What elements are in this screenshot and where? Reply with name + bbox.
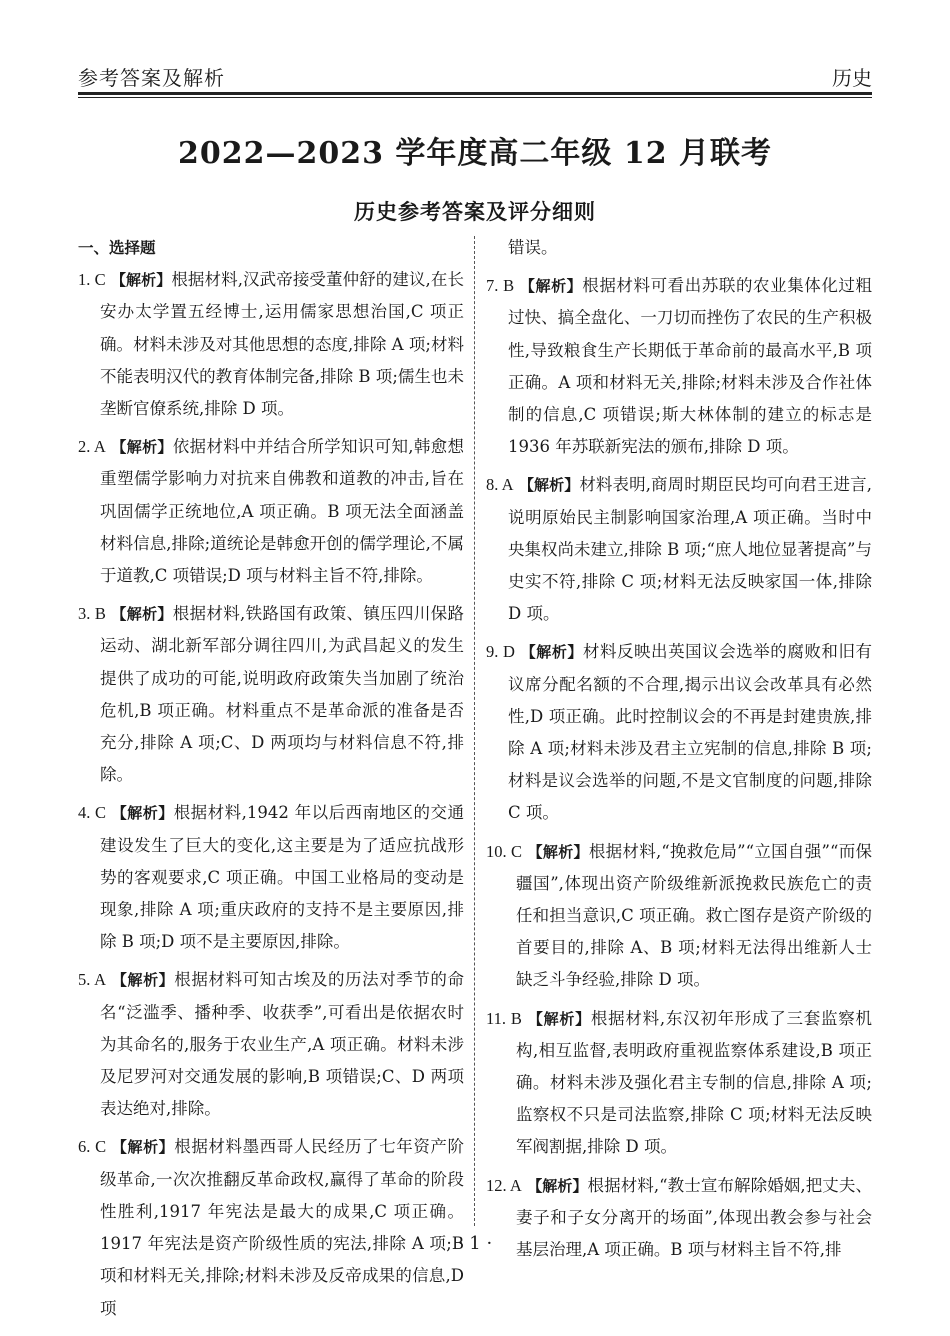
answer-number: 7. B [486, 276, 515, 296]
answer-number: 11. B [486, 1008, 522, 1028]
answer-number: 9. D [486, 642, 515, 662]
answer-item-7 [486, 270, 872, 463]
answer-item-9 [486, 636, 872, 829]
answer-item-10 [486, 836, 872, 997]
answer-item-2 [78, 431, 464, 592]
section-title: 一、选择题 [78, 239, 156, 257]
answer-text: 根据材料,汉武帝接受董仲舒的建议,在长安办太学置五经博士,运用儒家思想治国,C 项正确。材料未涉及对其他思想的态度,排除 A 项;材料不能表明汉代的教育体制完备,排除 B 项;儒生也未垄断官僚系统,排除 D 项。 [100, 270, 464, 419]
analysis-tag: 【解析】 [527, 1009, 591, 1028]
answer-number: 5. A [78, 970, 107, 990]
header-subject: 历史 [832, 66, 872, 90]
answer-number: 6. C [78, 1137, 107, 1157]
answer-number: 12. A [486, 1175, 522, 1195]
answer-item-3 [78, 598, 464, 791]
analysis-tag: 【解析】 [518, 476, 580, 495]
answer-item-4 [78, 797, 464, 958]
analysis-tag: 【解析】 [111, 438, 173, 457]
analysis-tag: 【解析】 [527, 1176, 588, 1195]
answer-text: 根据材料,铁路国有政策、镇压四川保路运动、湖北新军部分调往四川,为武昌起义的发生提供了成功的可能,说明政府政策失当加剧了统治危机,B 项正确。材料重点不是革命派的准备是否充分,排除 A 项;C、D 两项均与材料信息不符,排除。 [100, 604, 464, 785]
answer-text: 材料表明,商周时期臣民均可向君王进言,说明原始民主制影响国家治理,A 项正确。当时中央集权尚未建立,排除 B 项;“庶人地位显著提高”与史实不符,排除 C 项;材料无法反映家国一体,排除 D 项。 [508, 475, 872, 624]
page-subtitle: 历史参考答案及评分细则 [354, 199, 596, 224]
answer-number: 3. B [78, 604, 106, 624]
answer-number: 4. C [78, 803, 106, 823]
answer-text: 依据材料中并结合所学知识可知,韩愈想重塑儒学影响力对抗来自佛教和道教的冲击,旨在巩固儒学正统地位,A 项正确。B 项无法全面涵盖材料信息,排除;道统论是韩愈开创的儒学理论,不属于道教,C 项错误;D 项与材料主旨不符,排除。 [100, 437, 464, 586]
analysis-tag: 【解析】 [111, 971, 175, 990]
answer-text: 根据材料,1942 年以后西南地区的交通建设发生了巨大的变化,这主要是为了适应抗战形势的客观要求,C 项正确。中国工业格局的变动是现象,排除 A 项;重庆政府的支持不是主要原因,排除 B 项;D 项不是主要原因,排除。 [100, 803, 464, 952]
answer-text: 根据材料可看出苏联的农业集体化过粗过快、搞全盘化、一刀切而挫伤了农民的生产积极性,导致粮食生产长期低于革命前的最高水平,B 项正确。A 项和材料无关,排除;材料未涉及合作社体制的信息,C 项错误;斯大林体制的建立的标志是 1936 年苏联新宪法的颁布,排除 D 项。 [508, 276, 872, 457]
analysis-tag: 【解析】 [519, 277, 583, 296]
answer-text: 根据材料可知古埃及的历法对季节的命名“泛滥季、播种季、收获季”,可看出是依据农时为其命名的,服务于农业生产,A 项正确。材料未涉及尼罗河对交通发展的影响,B 项错误;C、D 两项表达绝对,排除。 [100, 970, 464, 1119]
answer-item-8 [486, 469, 872, 630]
page-title: 2022—2023 学年度高二年级 12 月联考 [177, 136, 773, 171]
answer-text: 根据材料,“教士宣布解除婚姻,把丈夫、妻子和子女分离开的场面”,体现出教会参与社会基层治理,A 项正确。B 项与材料主旨不符,排 [516, 1175, 872, 1260]
analysis-tag: 【解析】 [111, 605, 173, 624]
analysis-tag: 【解析】 [520, 643, 583, 662]
analysis-tag: 【解析】 [110, 271, 172, 290]
analysis-tag: 【解析】 [111, 1138, 175, 1157]
page-number: · 1 · [457, 1233, 493, 1254]
answer-item-1 [78, 264, 464, 425]
analysis-tag: 【解析】 [527, 842, 589, 861]
answer-number: 8. A [486, 475, 514, 495]
header-rule-thick [78, 92, 872, 95]
left-column [78, 232, 464, 1331]
answer-item-5 [78, 964, 464, 1125]
answer-item-11 [486, 1003, 872, 1164]
header-rule-thin [78, 97, 872, 98]
answer-text: 根据材料墨西哥人民经历了七年资产阶级革命,一次次推翻反革命政权,赢得了革命的阶段性胜利,1917 年宪法是最大的成果,C 项正确。1917 年宪法是资产阶级性质的宪法,排除 A 项;B 项和材料无关,排除;材料未涉及反帝成果的信息,D 项 [100, 1137, 464, 1318]
page-header [78, 60, 872, 90]
answer-text: 根据材料,东汉初年形成了三套监察机构,相互监督,表明政府重视监察体系建设,B 项正确。材料未涉及强化君主专制的信息,排除 A 项;监察权不只是司法监察,排除 C 项;材料无法反映军阀割据,排除 D 项。 [516, 1008, 872, 1157]
column-divider [474, 236, 475, 1226]
analysis-tag: 【解析】 [111, 804, 174, 823]
right-column [486, 232, 872, 1272]
header-doc-type: 参考答案及解析 [78, 66, 225, 90]
answer-number: 1. C [78, 270, 106, 290]
answer-item-6 [78, 1131, 464, 1324]
answer-number: 10. C [486, 841, 523, 861]
answer-text: 根据材料,“挽救危局”“立国自强”“而保疆国”,体现出资产阶级维新派挽救民族危亡的责任和担当意识,C 项正确。救亡图存是资产阶级的首要目的,排除 A、B 项;材料无法得出维新人士缺乏斗争经验,排除 D 项。 [516, 841, 872, 990]
answer-number: 2. A [78, 437, 106, 457]
answer-text: 材料反映出英国议会选举的腐败和旧有议席分配名额的不合理,揭示出议会改革具有必然性,D 项正确。此时控制议会的不再是封建贵族,排除 A 项;材料未涉及君主立宪制的信息,排除 B 项;材料是议会选举的问题,不是文官制度的问题,排除 C 项。 [508, 642, 872, 823]
answer-continuation: 错误。 [508, 238, 558, 257]
